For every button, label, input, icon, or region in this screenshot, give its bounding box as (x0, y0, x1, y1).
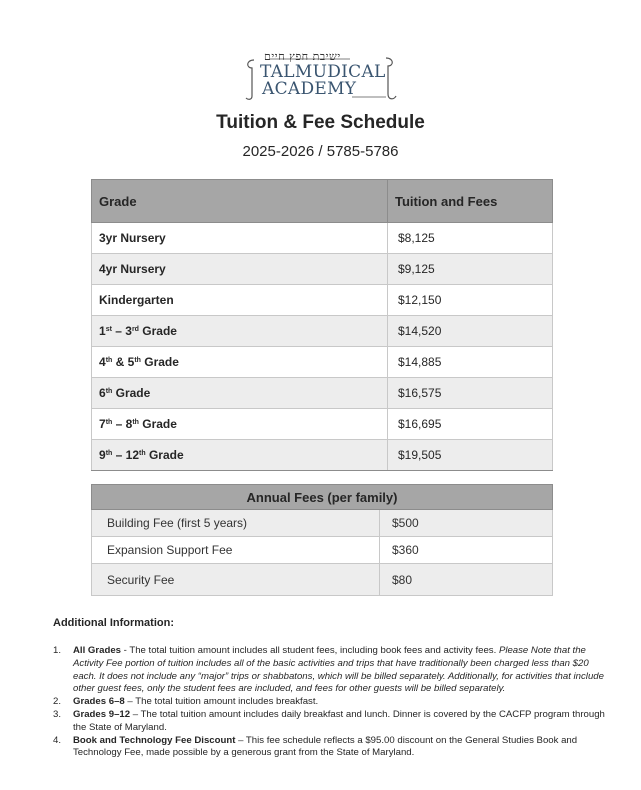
tuition-row (92, 347, 553, 378)
info-item-note: Please Note that the Activity Fee portion of tuition includes all of the basic activities and trips that have traditionally been charged less than $20 each. It does not include any “major” trips or shabbatons, which will be billed separately. Additionally, for activities that include other guest fees, only the student fees are included, and fees for other guests will be billed separately. (73, 645, 604, 695)
logo-line-1: TALMUDICAL (260, 62, 386, 82)
amount-cell: $16,575 (388, 378, 553, 409)
fee-name-cell: Building Fee (first 5 years) (92, 510, 380, 537)
info-item (53, 709, 613, 735)
annual-fees-header-row (92, 485, 553, 510)
fee-name-cell: Security Fee (92, 564, 380, 596)
document-subtitle: 2025-2026 / 5785-5786 (242, 143, 399, 160)
grade-cell: 6th Grade (92, 378, 388, 409)
fee-name-cell: Expansion Support Fee (92, 537, 380, 564)
info-item-label: Grades 6–8 (73, 696, 125, 708)
info-item (53, 645, 613, 696)
info-item-label: Grades 9–12 (73, 708, 131, 720)
info-item (53, 696, 613, 709)
info-item-label: All Grades (73, 645, 121, 656)
tuition-row (92, 409, 553, 440)
tuition-header-row (92, 180, 553, 223)
grade-cell: Kindergarten (92, 285, 388, 316)
info-item-number: 4. (53, 734, 62, 746)
fee-amount-cell: $80 (380, 564, 553, 596)
tuition-row (92, 223, 553, 254)
grade-cell: 9th – 12th Grade (92, 440, 388, 471)
info-item-text: – This fee schedule reflects a $95.00 discount on the General Studies Book and Technology Fee, made possible by a generous grant from the State of Maryland. (73, 734, 578, 759)
amount-cell: $19,505 (388, 440, 553, 471)
amount-cell: $12,150 (388, 285, 553, 316)
tuition-table (91, 179, 553, 471)
fee-row (92, 564, 553, 596)
logo-line-2: ACADEMY (262, 79, 357, 99)
info-item-text: – The total tuition amount includes breakfast. (124, 696, 319, 708)
info-item-label: Book and Technology Fee Discount (73, 734, 236, 746)
annual-fees-header: Annual Fees (per family) (92, 485, 553, 510)
amount-cell: $9,125 (388, 254, 553, 285)
tuition-row (92, 316, 553, 347)
info-item-text: – The total tuition amount includes daily breakfast and lunch. Dinner is covered by the CACFP program through the State of Maryland. (73, 708, 605, 733)
grade-cell: 4th & 5th Grade (92, 347, 388, 378)
fee-row (92, 537, 553, 564)
info-item (53, 735, 613, 761)
amount-cell: $14,885 (388, 347, 553, 378)
document-title: Tuition & Fee Schedule (216, 112, 425, 133)
fee-amount-cell: $500 (380, 510, 553, 537)
tuition-row (92, 285, 553, 316)
annual-fees-table (91, 484, 553, 596)
fee-row (92, 510, 553, 537)
tuition-row (92, 254, 553, 285)
amount-cell: $14,520 (388, 316, 553, 347)
grade-cell: 7th – 8th Grade (92, 409, 388, 440)
additional-info-list (53, 645, 613, 760)
info-item-number: 1. (53, 645, 62, 656)
additional-info-heading: Additional Information: (53, 617, 174, 629)
amount-cell: $8,125 (388, 223, 553, 254)
grade-column-header: Grade (92, 180, 388, 223)
amount-cell: $16,695 (388, 409, 553, 440)
info-item-number: 3. (53, 708, 62, 720)
tuition-row (92, 440, 553, 471)
fee-amount-cell: $360 (380, 537, 553, 564)
grade-cell: 1st – 3rd Grade (92, 316, 388, 347)
logo (240, 50, 400, 102)
grade-cell: 3yr Nursery (92, 223, 388, 254)
grade-cell: 4yr Nursery (92, 254, 388, 285)
logo-hebrew: ישיבת חפץ חיים (264, 50, 341, 63)
tuition-column-header: Tuition and Fees (388, 180, 553, 223)
info-item-number: 2. (53, 696, 62, 708)
tuition-row (92, 378, 553, 409)
info-item-text: - The total tuition amount includes all student fees, including book fees and activity fees. (121, 645, 499, 656)
